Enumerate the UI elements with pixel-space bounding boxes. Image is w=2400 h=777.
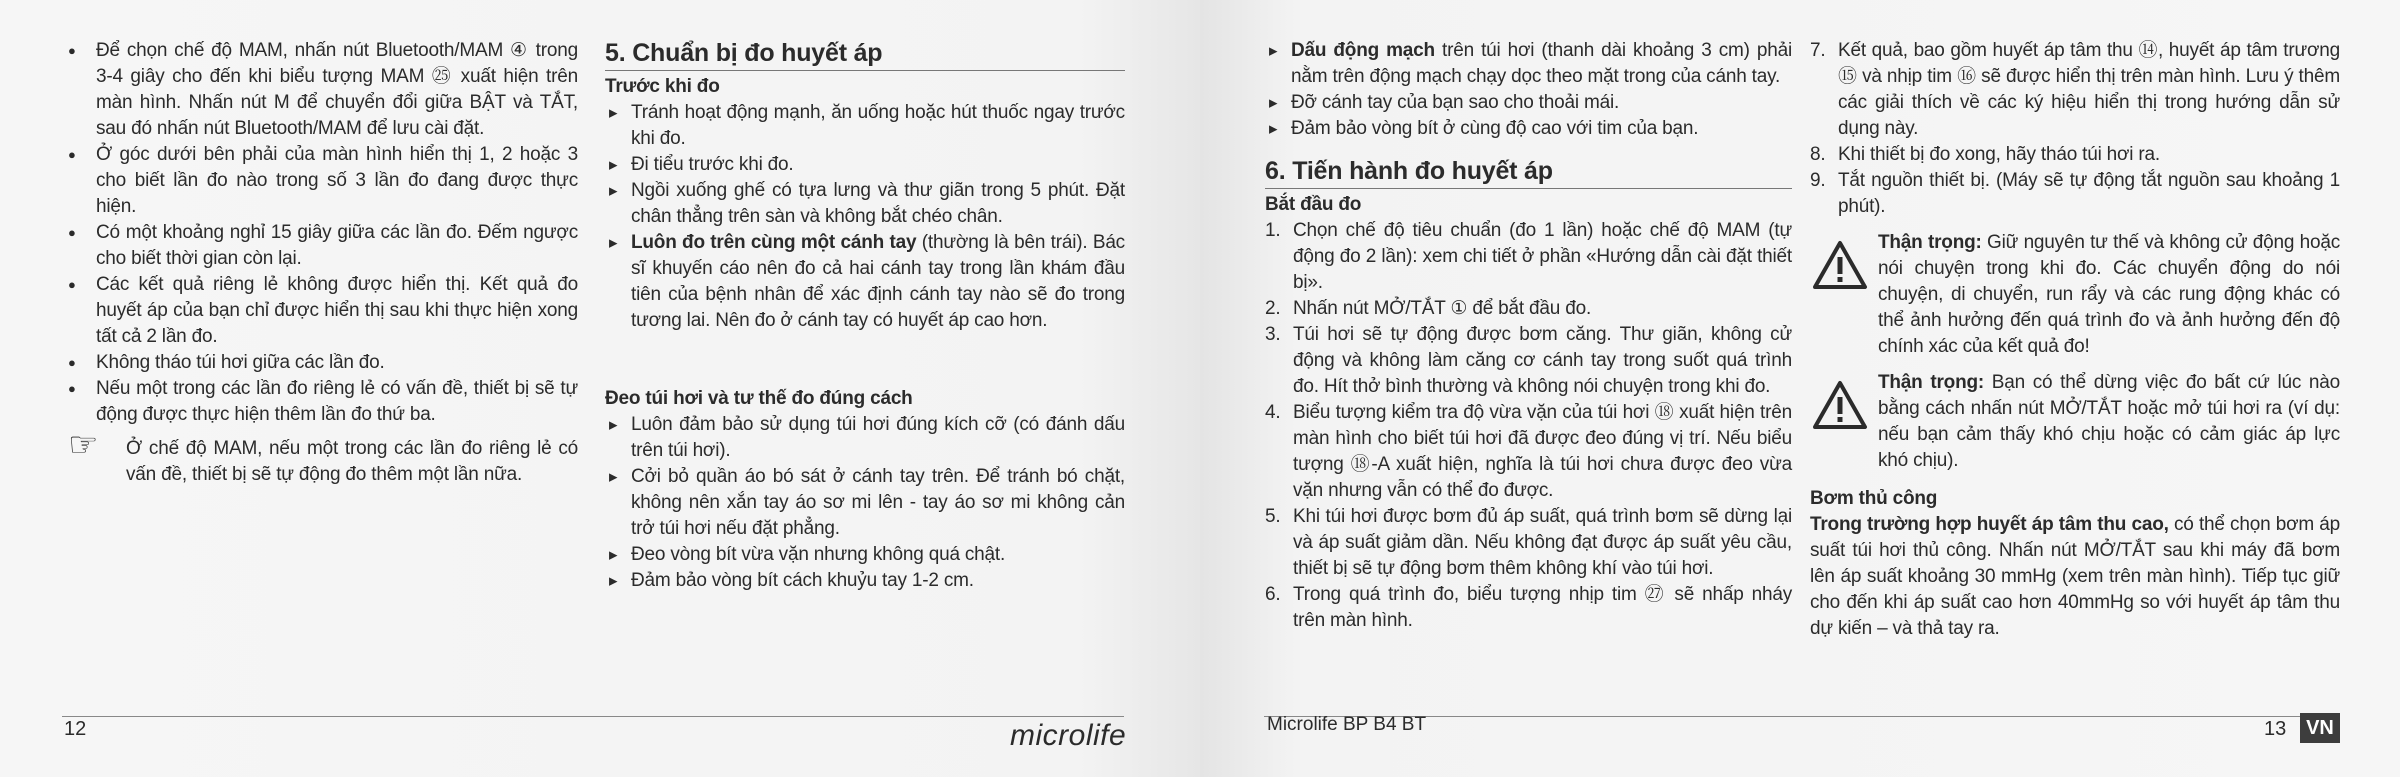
caution-label: Thận trọng: bbox=[1878, 372, 1985, 393]
list-item: ▸ Cởi bỏ quần áo bó sát ở cánh tay trên. Để tránh bó chặt, không nên xắn tay áo sơ mi lên - tay áo sơ mi không cản trở túi hơi nếu đặt phẳng. bbox=[605, 464, 1125, 542]
section-5-heading: 5. Chuẩn bị đo huyết áp bbox=[605, 38, 1125, 71]
right-column-1 bbox=[1265, 38, 1792, 634]
section-6-heading: 6. Tiến hành đo huyết áp bbox=[1265, 156, 1792, 189]
list-item: ▸ Đỡ cánh tay của bạn sao cho thoải mái. bbox=[1265, 90, 1792, 116]
warning-triangle-icon bbox=[1812, 380, 1868, 430]
list-item: ▸ Đeo vòng bít vừa vặn nhưng không quá chật. bbox=[605, 542, 1125, 568]
measuring-steps-continued bbox=[1810, 38, 2340, 220]
manual-inflation-subheading: Bơm thủ công bbox=[1810, 488, 1938, 509]
measuring-steps bbox=[1265, 218, 1792, 634]
left-column-2 bbox=[605, 38, 1125, 594]
caution-label: Thận trọng: bbox=[1878, 232, 1982, 253]
mam-bullet-list bbox=[66, 38, 578, 428]
list-item: 5. Khi túi hơi được bơm đủ áp suất, quá trình bơm sẽ dừng lại và áp suất giảm dần. Nếu không đạt được áp suất yêu cầu, thiết bị sẽ tự động bơm thêm không khí vào túi hơi. bbox=[1265, 506, 1792, 579]
warning-triangle-icon bbox=[1812, 240, 1868, 290]
list-item: 1. Chọn chế độ tiêu chuẩn (đo 1 lần) hoặc chế độ MAM (tự động đo 2 lần): xem chi tiết ở phần «Hướng dẫn cài đặt thiết bị». bbox=[1265, 220, 1792, 293]
list-item: 2. Nhấn nút MỞ/TẮT ① để bắt đầu đo. bbox=[1265, 298, 1592, 319]
list-item: ● Ở góc dưới bên phải của màn hình hiển thị 1, 2 hoặc 3 cho biết lần đo nào trong số 3 lần đo đang được thực hiện. bbox=[66, 142, 578, 220]
cuff-fitting-subheading: Đeo túi hơi và tư thế đo đúng cách bbox=[605, 388, 913, 409]
list-item: 9. Tắt nguồn thiết bị. (Máy sẽ tự động tắt nguồn sau khoảng 1 phút). bbox=[1810, 170, 2340, 217]
list-item: ▸ Tránh hoạt động mạnh, ăn uống hoặc hút thuốc ngay trước khi đo. bbox=[605, 100, 1125, 152]
start-measuring-subheading: Bắt đầu đo bbox=[1265, 194, 1362, 215]
caution-text: Giữ nguyên tư thế và không cử động hoặc nói chuyện trong khi đo. Các chuyển động do nói chuyện, di chuyển, run rẩy và các rung động khác có thể ảnh hưởng đến quá trình đo và ảnh hưởng đến độ chính xác của kết quả đo! bbox=[1878, 232, 2340, 357]
list-item: 7. Kết quả, bao gồm huyết áp tâm thu ⑭, huyết áp tâm trương ⑮ và nhịp tim ⑯ sẽ được hiển thị trên màn hình. Lưu ý thêm các giải thích về các ký hiệu hiển thị trong hướng dẫn sử dụng này. bbox=[1810, 40, 2340, 139]
list-item: 4. Biểu tượng kiểm tra độ vừa vặn của túi hơi ⑱ xuất hiện trên màn hình cho biết túi hơi đã được đeo đúng vị trí. Nếu biểu tượng ⑱-A xuất hiện, nghĩa là túi hơi chưa được đeo vừa vặn nhưng vẫn có thể đo được. bbox=[1265, 402, 1792, 501]
manual-inflation-text: Trong trường hợp huyết áp tâm thu cao, có thể chọn bơm áp suất túi hơi thủ công. Nhấn nút MỞ/TẮT sau khi máy đã bơm lên áp suất khoảng 30 mmHg (xem trên màn hình). Tiếp tục giữ cho đến khi áp suất cao hơn 40mmHg so với huyết áp tâm thu dự kiến – và thả tay ra. bbox=[1810, 514, 2341, 639]
list-item: ▸ Đi tiểu trước khi đo. bbox=[605, 152, 1125, 178]
list-item: 6. Trong quá trình đo, biểu tượng nhịp tim ㉗ sẽ nhấp nháy trên màn hình. bbox=[1265, 584, 1793, 631]
artery-mark-rest: trên túi hơi (thanh dài khoảng 3 cm) phải nằm trên động mạch chạy dọc theo mặt trong của cánh tay. bbox=[1291, 40, 1792, 87]
list-item bbox=[605, 230, 1125, 334]
list-item: ▸ Đảm bảo vòng bít ở cùng độ cao với tim của bạn. bbox=[1265, 116, 1792, 142]
before-measuring-list bbox=[605, 100, 1125, 334]
caution-text: Bạn có thể dừng việc đo bất cứ lúc nào bằng cách nhấn nút MỞ/TẮT hoặc mở túi hơi ra (ví dụ: nếu bạn cảm thấy khó chịu hoặc có cảm giác áp lực khó chịu). bbox=[1878, 372, 2340, 471]
artery-mark-bold: Dấu động mạch bbox=[1291, 40, 1435, 61]
list-item: ▸ Luôn đảm bảo sử dụng túi hơi đúng kích cỡ (có đánh dấu trên túi hơi). bbox=[605, 412, 1125, 464]
note-text: Ở chế độ MAM, nếu một trong các lần đo riêng lẻ có vấn đề, thiết bị sẽ tự động đo thêm một lần nữa. bbox=[126, 438, 578, 485]
caution-block-2 bbox=[1810, 370, 2340, 474]
cuff-fitting-list bbox=[605, 412, 1125, 594]
same-arm-bold: Luôn đo trên cùng một cánh tay bbox=[631, 232, 917, 253]
list-item: ● Có một khoảng nghỉ 15 giây giữa các lần đo. Đếm ngược cho biết thời gian còn lại. bbox=[66, 220, 578, 272]
list-item: ● Không tháo túi hơi giữa các lần đo. bbox=[66, 350, 578, 376]
page-number: 13 bbox=[2264, 718, 2287, 740]
right-page bbox=[1200, 0, 2400, 777]
left-column-1 bbox=[66, 38, 578, 488]
pointing-hand-icon: ☞ bbox=[68, 426, 99, 464]
mam-note bbox=[66, 426, 578, 488]
footer-divider bbox=[62, 716, 1124, 717]
list-item: ● Nếu một trong các lần đo riêng lẻ có vấn đề, thiết bị sẽ tự động được thực hiện thêm lần đo thứ ba. bbox=[66, 376, 578, 428]
list-item: ● Các kết quả riêng lẻ không được hiển thị. Kết quả đo huyết áp của bạn chỉ được hiển thị sau khi thực hiện xong tất cả 2 lần đo. bbox=[66, 272, 578, 350]
caution-block-1 bbox=[1810, 230, 2340, 360]
cuff-position-list bbox=[1265, 38, 1792, 142]
before-measuring-subheading: Trước khi đo bbox=[605, 76, 720, 97]
same-arm-rest: (thường là bên trái). Bác sĩ khuyến cáo nên đo cả hai cánh tay trong lần khám đầu tiên của bệnh nhân để xác định cánh tay nào sẽ đo trong tương lai. Nên đo ở cánh tay có huyết áp cao hơn. bbox=[631, 232, 1125, 331]
list-item: ▸ Ngồi xuống ghế có tựa lưng và thư giãn trong 5 phút. Đặt chân thẳng trên sàn và không bắt chéo chân. bbox=[605, 178, 1125, 230]
model-name: Microlife BP B4 BT bbox=[1267, 714, 1427, 735]
language-badge: VN bbox=[2300, 713, 2340, 743]
list-item: ● Để chọn chế độ MAM, nhấn nút Bluetooth/MAM ④ trong 3-4 giây cho đến khi biểu tượng MAM ㉕ xuất hiện trên màn hình. Nhấn nút M để chuyển đổi giữa BẬT và TẮT, sau đó nhấn nút Bluetooth/MAM để lưu cài đặt. bbox=[66, 38, 578, 142]
page-number: 12 bbox=[64, 718, 87, 740]
brand-logo: microlife bbox=[1010, 719, 1127, 752]
list-item bbox=[1265, 38, 1792, 90]
right-column-2 bbox=[1810, 38, 2340, 642]
list-item: 3. Túi hơi sẽ tự động được bơm căng. Thư giãn, không cử động và không làm căng cơ cánh tay trong suốt quá trình đo. Hít thở bình thường và không nói chuyện trong khi đo. bbox=[1265, 324, 1792, 397]
list-item: 8. Khi thiết bị đo xong, hãy tháo túi hơi ra. bbox=[1810, 144, 2160, 165]
list-item: ▸ Đảm bảo vòng bít cách khuỷu tay 1-2 cm. bbox=[605, 568, 1125, 594]
